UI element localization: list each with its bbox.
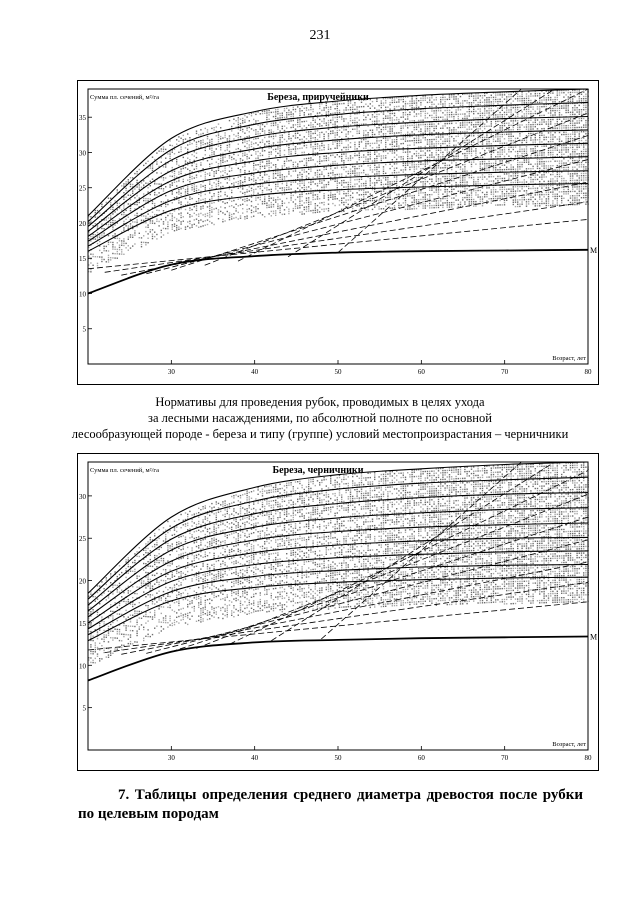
x-axis-label: Возраст, лет <box>552 355 586 362</box>
caption-line-1: Нормативы для проведения рубок, проводимых в целях ухода <box>155 395 485 409</box>
chart-svg <box>78 454 598 770</box>
min-line-label: M <box>590 245 598 255</box>
x-tick-label: 30 <box>167 368 175 376</box>
y-tick-label: 25 <box>79 184 86 193</box>
page-number: 231 <box>309 28 331 43</box>
shaded-density-zone <box>88 89 589 273</box>
chart-berch-priruchejniki <box>77 80 599 385</box>
section-heading-line-1: 7. Таблицы определения среднего диаметра древостоя после рубки <box>118 787 583 803</box>
caption-line-3: лесообразующей породе - береза и типу (группе) условий местопроизрастания – черничники <box>71 427 569 441</box>
y-tick-label: 20 <box>79 219 86 228</box>
series-line-0 <box>88 250 588 294</box>
y-tick-label: 15 <box>79 619 86 628</box>
chart-title: Береза, приручейники <box>267 92 369 103</box>
y-tick-label: 30 <box>79 492 86 501</box>
x-tick-label: 40 <box>251 754 259 762</box>
y-tick-label: 5 <box>82 704 86 713</box>
series-line-9 <box>88 219 588 268</box>
x-axis-label: Возраст, лет <box>552 741 586 748</box>
x-tick-label: 30 <box>167 754 175 762</box>
x-tick-label: 60 <box>417 754 425 762</box>
y-tick-label: 35 <box>79 114 86 123</box>
shaded-density-zone <box>88 462 589 663</box>
y-tick-label: 5 <box>82 325 86 334</box>
y-tick-label: 25 <box>79 535 86 544</box>
y-tick-label: 30 <box>79 149 86 158</box>
series-line-10 <box>105 202 588 272</box>
x-tick-label: 50 <box>334 754 342 762</box>
chart-title: Береза, черничники <box>272 465 364 476</box>
section-heading-line-2: по целевым породам <box>78 806 219 822</box>
x-tick-label: 50 <box>334 368 342 376</box>
y-axis-label: Сумма пл. сечений, м²/га <box>90 94 159 101</box>
x-tick-label: 70 <box>501 754 509 762</box>
series-line-17 <box>338 89 521 253</box>
series-line-16 <box>230 471 588 645</box>
y-axis-label: Сумма пл. сечений, м²/га <box>90 467 159 474</box>
min-line-label: M <box>590 632 598 642</box>
x-tick-label: 60 <box>417 368 425 376</box>
chart-svg <box>78 81 598 384</box>
x-tick-label: 80 <box>584 754 592 762</box>
x-tick-label: 80 <box>584 368 592 376</box>
caption-line-2: за лесными насаждениями, по абсолютной полноте по основной <box>148 411 492 425</box>
y-tick-label: 15 <box>79 255 86 264</box>
y-tick-label: 20 <box>79 577 86 586</box>
y-tick-label: 10 <box>79 662 86 671</box>
chart-caption <box>40 394 600 442</box>
section-heading <box>78 786 583 824</box>
x-tick-label: 70 <box>501 368 509 376</box>
x-tick-label: 40 <box>251 368 259 376</box>
series-line-10 <box>88 602 588 650</box>
y-tick-label: 10 <box>79 290 86 299</box>
chart-berch-chernichniki <box>77 453 599 771</box>
